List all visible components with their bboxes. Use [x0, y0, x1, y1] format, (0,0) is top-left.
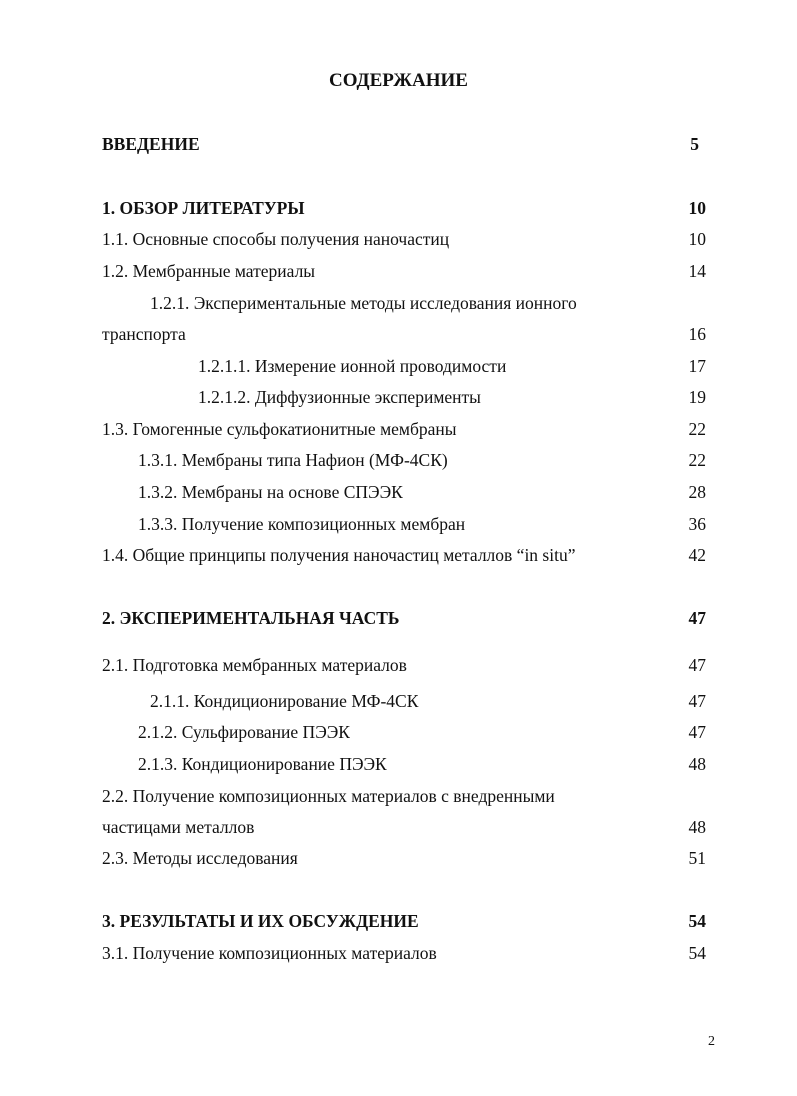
toc-entry-label: 2.1.1. Кондиционирование МФ-4СК — [150, 691, 419, 711]
toc-entry-page: 5 — [690, 134, 699, 154]
toc-entry-label: 2.3. Методы исследования — [102, 848, 298, 868]
toc-entry-chapter-2 — [0, 603, 797, 633]
toc-entry-page: 42 — [688, 545, 706, 565]
toc-entry-page: 54 — [688, 911, 706, 931]
toc-entry-2-1-3 — [0, 749, 797, 779]
toc-entry-label: 2.1. Подготовка мембранных материалов — [102, 655, 407, 675]
toc-entry-label: 2.1.3. Кондиционирование ПЭЭК — [138, 754, 387, 774]
toc-entry-2-2 — [0, 781, 797, 811]
toc-entry-label: 1.3.2. Мембраны на основе СПЭЭК — [138, 482, 403, 502]
toc-entry-1-3-3 — [0, 509, 797, 539]
toc-entry-1-2-1-2 — [0, 382, 797, 412]
toc-entry-page: 47 — [688, 691, 706, 711]
toc-entry-chapter-3 — [0, 906, 797, 936]
toc-entry-page: 51 — [688, 848, 706, 868]
toc-entry-label: 1.3.3. Получение композиционных мембран — [138, 514, 466, 534]
toc-entry-1-3-2 — [0, 477, 797, 507]
toc-entry-1-2-1-cont — [0, 319, 797, 349]
toc-entry-2-1-2 — [0, 717, 797, 747]
toc-entry-2-2-cont — [0, 812, 797, 842]
toc-entry-label: 1.1. Основные способы получения наночастиц — [102, 229, 450, 249]
toc-entry-page: 22 — [688, 419, 706, 439]
toc-entry-3-1 — [0, 938, 797, 968]
toc-entry-label: 1.2.1.1. Измерение ионной проводимости — [198, 356, 507, 376]
toc-entry-page: 36 — [688, 514, 706, 534]
toc-entry-1-2-1-1 — [0, 351, 797, 381]
toc-entry-label: 1.4. Общие принципы получения наночастиц металлов “in situ” — [102, 545, 576, 565]
toc-entry-1-2 — [0, 256, 797, 286]
toc-entry-page: 48 — [688, 754, 706, 774]
toc-entry-1-3 — [0, 414, 797, 444]
toc-entry-label: 1.3. Гомогенные сульфокатионитные мембраны — [102, 419, 457, 439]
toc-entry-page: 17 — [688, 356, 706, 376]
toc-entry-label: 1.2. Мембранные материалы — [102, 261, 316, 281]
toc-entry-label: 1.2.1.2. Диффузионные эксперименты — [198, 387, 481, 407]
toc-entry-page: 48 — [688, 817, 706, 837]
toc-entry-page: 16 — [688, 324, 706, 344]
toc-entry-page: 47 — [688, 655, 706, 675]
toc-entry-label: 3. РЕЗУЛЬТАТЫ И ИХ ОБСУЖДЕНИЕ — [102, 911, 419, 931]
toc-entry-introduction — [0, 129, 797, 159]
toc-entry-page: 14 — [688, 261, 706, 281]
toc-entry-label: транспорта — [102, 324, 186, 344]
toc-entry-label: частицами металлов — [102, 817, 255, 837]
toc-entry-label: 3.1. Получение композиционных материалов — [102, 943, 437, 963]
toc-entry-label: 1.3.1. Мембраны типа Нафион (МФ-4СК) — [138, 450, 448, 470]
toc-entry-label: 1. ОБЗОР ЛИТЕРАТУРЫ — [102, 198, 305, 218]
toc-entry-page: 19 — [688, 387, 706, 407]
toc-entry-1-2-1 — [0, 288, 797, 318]
toc-entry-page: 10 — [688, 198, 706, 218]
toc-entry-page: 54 — [688, 943, 706, 963]
toc-entry-label: 2.1.2. Сульфирование ПЭЭК — [138, 722, 350, 742]
toc-entry-page: 28 — [688, 482, 706, 502]
toc-entry-1-3-1 — [0, 445, 797, 475]
toc-entry-1-4 — [0, 540, 797, 570]
toc-entry-2-3 — [0, 843, 797, 873]
toc-entry-label: 2.2. Получение композиционных материалов с внедренными — [102, 786, 555, 806]
toc-entry-2-1-1 — [0, 686, 797, 716]
page-title: СОДЕРЖАНИЕ — [329, 70, 468, 91]
toc-entry-page: 47 — [688, 722, 706, 742]
page-number: 2 — [708, 1034, 715, 1049]
toc-entry-2-1 — [0, 650, 797, 680]
toc-entry-label: ВВЕДЕНИЕ — [102, 134, 200, 154]
toc-entry-page: 22 — [688, 450, 706, 470]
toc-entry-page: 47 — [688, 608, 706, 628]
toc-entry-1-1 — [0, 224, 797, 254]
toc-entry-chapter-1 — [0, 193, 797, 223]
toc-entry-label: 1.2.1. Экспериментальные методы исследования ионного — [150, 293, 577, 313]
toc-entry-page: 10 — [688, 229, 706, 249]
toc-entry-label: 2. ЭКСПЕРИМЕНТАЛЬНАЯ ЧАСТЬ — [102, 608, 400, 628]
